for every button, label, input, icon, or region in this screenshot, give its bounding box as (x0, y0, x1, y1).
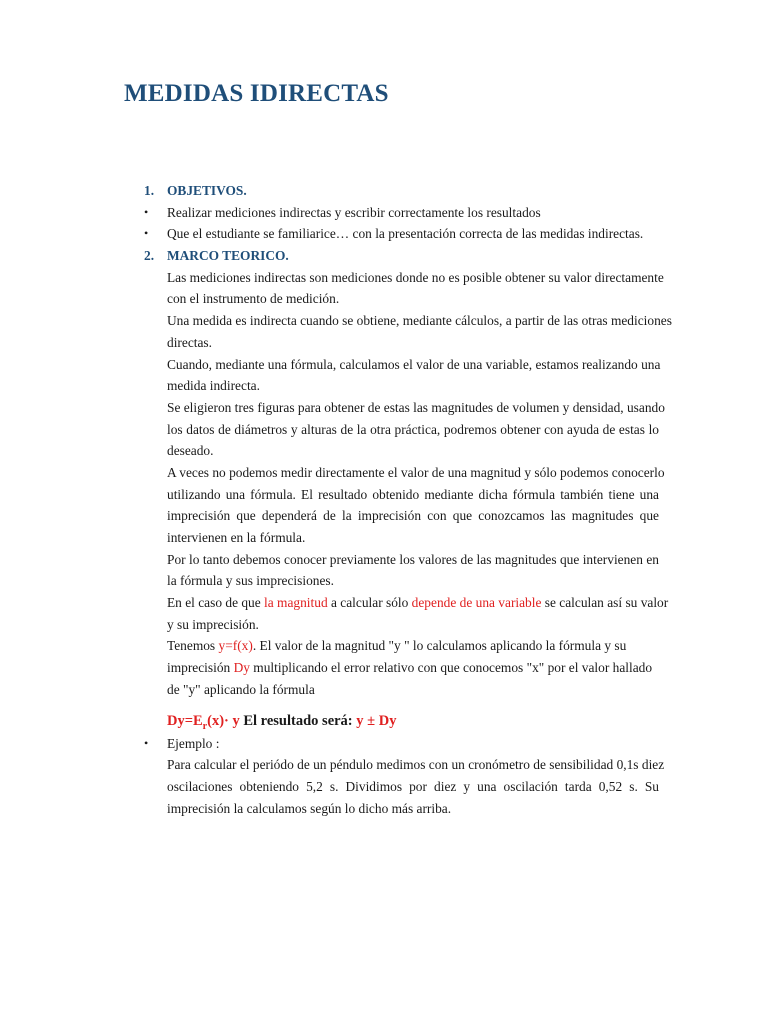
list-item-text: Que el estudiante se familiarice… con la presentación correcta de las medidas indirectas. (167, 226, 644, 242)
text-line (0, 635, 768, 657)
paragraph-text: Se eligieron tres figuras para obtener de estas las magnitudes de volumen y densidad, usando (167, 399, 665, 415)
paragraph-text: oscilaciones obteniendo 5,2 s. Dividimos por diez y una oscilación tarda 0,52 s. Su (167, 778, 659, 794)
section-number: 1. (144, 183, 155, 198)
paragraph-text (167, 635, 626, 657)
paragraph-text: A veces no podemos medir directamente el valor de una magnitud y sólo podemos conocerlo (167, 464, 665, 480)
text-line (0, 310, 768, 332)
text-line (0, 288, 768, 310)
text-segment: Tenemos (167, 638, 219, 654)
section-heading: OBJETIVOS. (167, 183, 247, 198)
paragraph-text: imprecisión que dependerá de la imprecisión con que conozcamos las magnitudes que (167, 508, 659, 524)
text-line (0, 462, 768, 484)
section-heading: MARCO TEORICO. (167, 248, 289, 264)
text-line (0, 798, 768, 820)
formula-label: El resultado será: (239, 712, 357, 729)
formula-part: Dy=E (167, 712, 203, 729)
formula-part: (x)· y (207, 712, 240, 729)
formula-subscript: r (202, 720, 208, 732)
paragraph-text: Por lo tanto debemos conocer previamente los valores de las magnitudes que intervienen en (167, 551, 659, 567)
paragraph-text (167, 592, 668, 614)
text-line (0, 592, 768, 614)
paragraph-text: medida indirecta. (167, 378, 260, 394)
list-item-text: Ejemplo : (167, 735, 220, 751)
text-segment: multiplicando el error relativo con que conocemos "x" por el valor hallado (249, 660, 653, 676)
paragraph-text: los datos de diámetros y alturas de la otra práctica, podremos obtener con ayuda de estas lo (167, 421, 659, 437)
text-segment: imprecisión (167, 660, 234, 676)
bullet-icon: • (144, 226, 149, 241)
paragraph-text (167, 657, 652, 679)
paragraph-text: Una medida es indirecta cuando se obtiene, mediante cálculos, a partir de las otras mediciones (167, 313, 672, 329)
list-item (0, 223, 768, 245)
text-line (0, 614, 768, 636)
list-item (0, 733, 768, 755)
text-line (0, 570, 768, 592)
paragraph-text: y su imprecisión. (167, 616, 259, 632)
text-line (0, 397, 768, 419)
text-line (0, 440, 768, 462)
formula-result: y ± Dy (356, 712, 397, 729)
paragraph-text: la fórmula y sus imprecisiones. (167, 573, 334, 589)
paragraph-text: Para calcular el periódo de un péndulo medimos con un cronómetro de sensibilidad 0,1s diez (167, 757, 665, 773)
text-line (0, 375, 768, 397)
text-line (0, 354, 768, 376)
list-item (0, 202, 768, 224)
text-segment: . El valor de la magnitud "y " lo calculamos aplicando la fórmula y su (252, 638, 627, 654)
text-segment: se calculan así su valor (541, 595, 669, 611)
paragraph-text: con el instrumento de medición. (167, 291, 340, 307)
text-line (0, 679, 768, 701)
paragraph-text: utilizando una fórmula. El resultado obtenido mediante dicha fórmula también tiene una (167, 486, 659, 502)
section-objetivos (0, 180, 768, 202)
highlight-text: y=f(x) (218, 638, 253, 654)
text-line (0, 332, 768, 354)
text-segment: En el caso de que (167, 595, 265, 611)
document-body (0, 180, 768, 819)
highlight-text: la magnitud (264, 595, 328, 611)
paragraph-text: imprecisión la calculamos según lo dicho más arriba. (167, 800, 452, 816)
page-title: MEDIDAS IDIRECTAS (124, 80, 389, 107)
paragraph-text: Cuando, mediante una fórmula, calculamos el valor de una variable, estamos realizando una (167, 356, 661, 372)
formula (0, 709, 768, 733)
section-number: 2. (144, 248, 155, 264)
text-line (0, 267, 768, 289)
text-line (0, 527, 768, 549)
paragraph-text: deseado. (167, 443, 214, 459)
bullet-icon: • (144, 735, 149, 750)
text-segment: a calcular sólo (327, 595, 412, 611)
paragraph-text: Las mediciones indirectas son mediciones donde no es posible obtener su valor directamente (167, 269, 664, 285)
paragraph-text: intervienen en la fórmula. (167, 530, 306, 545)
text-line (0, 484, 768, 506)
paragraph-text: directas. (167, 334, 212, 350)
highlight-text: depende de una variable (411, 595, 542, 611)
text-line (0, 754, 768, 776)
section-marco-teorico (0, 245, 768, 267)
list-item-text: Realizar mediciones indirectas y escribir correctamente los resultados (167, 204, 541, 220)
text-line (0, 549, 768, 571)
highlight-text: Dy (233, 660, 250, 676)
text-line (0, 505, 768, 527)
text-line (0, 776, 768, 798)
paragraph-text: de "y" aplicando la fórmula (167, 681, 315, 697)
text-line (0, 419, 768, 441)
text-line (0, 657, 768, 679)
bullet-icon: • (144, 204, 149, 219)
